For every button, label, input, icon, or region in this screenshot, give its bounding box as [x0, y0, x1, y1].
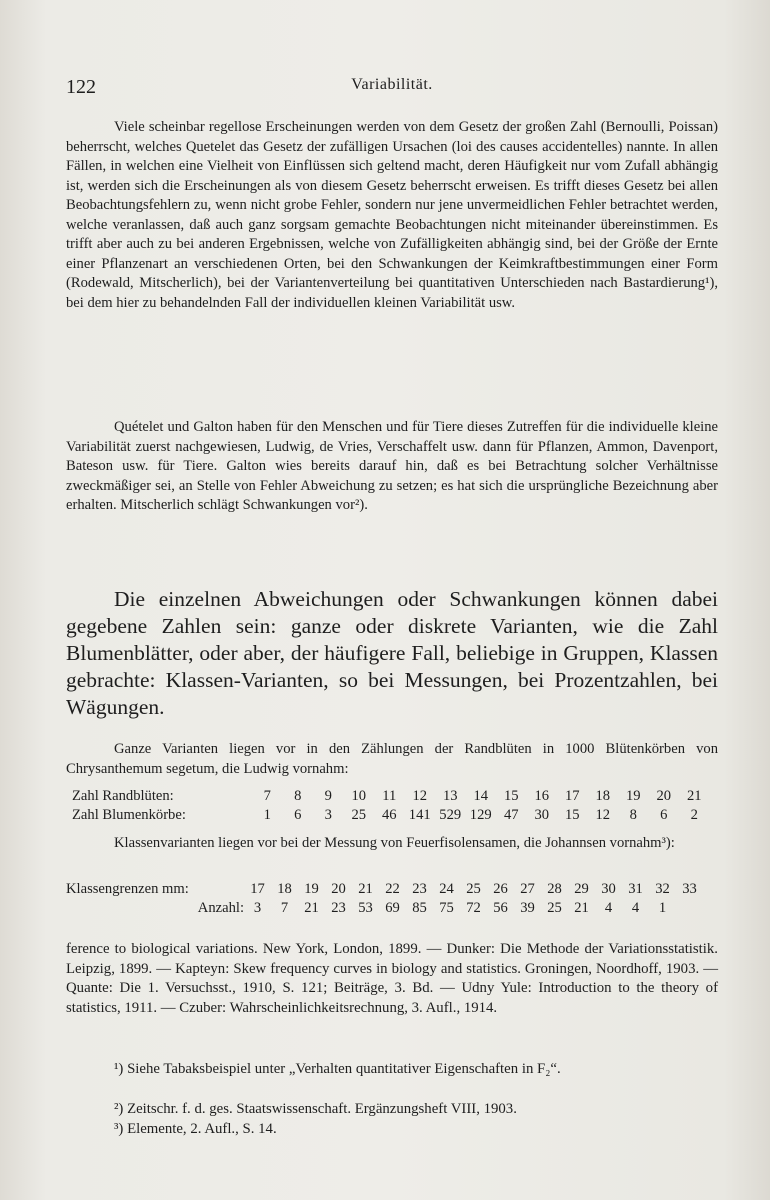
- row-label: Klassengrenzen mm:: [66, 881, 189, 897]
- footnote-2: ²) Zeitschr. f. d. ges. Staatswissenschaft. Ergänzungsheft VIII, 1903.: [114, 1101, 517, 1117]
- row-cells: [244, 880, 703, 899]
- table-cell: 21: [304, 900, 319, 916]
- table-cell: 31: [628, 881, 643, 897]
- table-cell: 72: [466, 900, 481, 916]
- row-cells: [252, 787, 710, 806]
- table-cell: 24: [439, 881, 454, 897]
- table-cell: 19: [304, 881, 319, 897]
- table-row: [72, 806, 718, 825]
- row-label: Zahl Blumenkörbe:: [72, 807, 186, 823]
- table-cell: 8: [294, 788, 302, 804]
- table-cell: 25: [351, 807, 367, 823]
- table-cell: 3: [253, 900, 262, 916]
- table-cell: 32: [655, 881, 670, 897]
- table-cell: 39: [520, 900, 535, 916]
- table-cell: 15: [503, 788, 519, 804]
- table-cell: 22: [385, 881, 400, 897]
- table-cell: 12: [412, 788, 428, 804]
- footnote-separator: [66, 930, 718, 931]
- table-cell: 23: [412, 881, 427, 897]
- table-cell: 19: [625, 788, 641, 804]
- table-cell: 3: [324, 807, 332, 823]
- table-cell: 141: [408, 807, 431, 823]
- table-cell: 1: [658, 900, 667, 916]
- table-cell: 6: [660, 807, 668, 823]
- table-cell: 26: [493, 881, 508, 897]
- table-cell: 16: [534, 788, 550, 804]
- row-label: Anzahl:: [197, 900, 244, 916]
- table-cell: 30: [534, 807, 550, 823]
- row-cells: [252, 806, 710, 825]
- table-cell: 30: [601, 881, 616, 897]
- row-cells: [244, 899, 676, 918]
- table-cell: 47: [503, 807, 519, 823]
- footnote-1: ¹) Siehe Tabaksbeispiel unter „Verhalten quantitativer Eigenschaften in F₂“.: [114, 1061, 561, 1077]
- table-cell: 9: [324, 788, 332, 804]
- table-cell: 17: [250, 881, 265, 897]
- table-cell: 28: [547, 881, 562, 897]
- table-cell: 529: [439, 807, 462, 823]
- table-cell: 6: [294, 807, 302, 823]
- table-cell: 20: [656, 788, 672, 804]
- table-cell: 10: [351, 788, 367, 804]
- footnote-3: ³) Elemente, 2. Aufl., S. 14.: [114, 1121, 277, 1137]
- table-randblueten: [72, 787, 718, 825]
- table-cell: 27: [520, 881, 535, 897]
- running-title: Variabilität.: [351, 76, 433, 93]
- table-cell: 15: [564, 807, 580, 823]
- paragraph-whole-variants: Ganze Varianten liegen vor in den Zählungen der Randblüten in 1000 Blütenkörben von Chrysanthemum segetum, die Ludwig vornahm:: [66, 741, 718, 777]
- table-cell: 21: [574, 900, 589, 916]
- table-cell: 25: [547, 900, 562, 916]
- table-cell: 8: [629, 807, 637, 823]
- page-header: [66, 76, 718, 102]
- table-klassengrenzen: [66, 880, 718, 918]
- table-cell: 53: [358, 900, 373, 916]
- table-cell: 4: [604, 900, 613, 916]
- table-row: [66, 899, 718, 918]
- table-cell: 7: [263, 788, 271, 804]
- table-cell: 14: [473, 788, 489, 804]
- table-cell: 29: [574, 881, 589, 897]
- table-cell: 23: [331, 900, 346, 916]
- table-cell: 129: [469, 807, 492, 823]
- table-cell: 18: [277, 881, 292, 897]
- table-row: [66, 880, 718, 899]
- table-cell: 7: [280, 900, 289, 916]
- table-row: [72, 787, 718, 806]
- paragraph-law-of-large-numbers: Viele scheinbar regellose Erscheinungen werden von dem Gesetz der großen Zahl (Bernoulli, Poissan) beherrscht, welches Quetelet das Gesetz der zufälligen Ursachen (loi des causes accidentelles) nannte. In allen Fällen, in welchen eine Vielheit von Einflüssen sich geltend macht, deren Häufigkeit nur vom Zufall abhängig ist, werden sich die Erscheinungen als von diesem Gesetz beherrscht erweisen. Es trifft dieses Gesetz bei allen Beobachtungsfehlern zu, wenn nicht grobe Fehler, sondern nur jene unvermeidlichen Fehler betrachtet werden, welche veranlassen, daß auch ganz sorgsam gemachte Beobachtungen nicht miteinander übereinstimmen. Es trifft aber auch zu bei anderen Ergebnissen, welche von Zufälligkeiten abhängig sind, bei der Größe der Ernte einer Pflanzenart an verschiedenen Orten, bei den Schwankungen der Keimkraftbestimmungen einer Form (Rodewald, Mitscherlich), bei der Variantenverteilung bei quantitativen Unterschieden nach Bastardierung¹), bei dem hier zu behandelnden Fall der individuellen kleinen Variabilität usw.: [66, 119, 718, 311]
- table-cell: 2: [690, 807, 698, 823]
- table-cell: 69: [385, 900, 400, 916]
- row-label: Zahl Randblüten:: [72, 788, 174, 804]
- page-number: 122: [66, 76, 96, 98]
- table-cell: 11: [382, 788, 397, 804]
- table-cell: 17: [564, 788, 580, 804]
- table-cell: 33: [682, 881, 697, 897]
- table-cell: 21: [358, 881, 373, 897]
- table-cell: 75: [439, 900, 454, 916]
- table-cell: 20: [331, 881, 346, 897]
- table-cell: 1: [263, 807, 271, 823]
- paragraph-class-variants: Klassenvarianten liegen vor bei der Messung von Feuerfisolensamen, die Johannsen vornahm³):: [114, 835, 675, 851]
- table-cell: 25: [466, 881, 481, 897]
- paragraph-quetelet-galton: Quételet und Galton haben für den Menschen und für Tiere dieses Zutreffen für die individuelle kleine Variabilität zuerst nachgewiesen, Ludwig, de Vries, Verschaffelt usw. dann für Pflanzen, Ammon, Davenport, Bateson usw. für Tiere. Galton wies bereits darauf hin, daß es bei Betrachtung solcher Verhältnisse zweckmäßiger sei, an Stelle von Fehler Abweichung zu setzen; es hat sich die ursprüngliche Bezeichnung aber erhalten. Mitscherlich schlägt Schwankungen vor²).: [66, 419, 718, 513]
- table-cell: 56: [493, 900, 508, 916]
- table-cell: 4: [631, 900, 640, 916]
- table-cell: 85: [412, 900, 427, 916]
- table-cell: 18: [595, 788, 611, 804]
- table-cell: 12: [595, 807, 611, 823]
- table-cell: 21: [686, 788, 702, 804]
- table-cell: 46: [381, 807, 397, 823]
- table-cell: 13: [442, 788, 458, 804]
- footnote-continuation: ference to biological variations. New York, London, 1899. — Dunker: Die Methode der Variationsstatistik. Leipzig, 1899. — Kapteyn: Skew frequency curves in biology and statistics. Groningen, Noordhoff, 1903. — Quante: Die 1. Versuchsst., 1910, S. 121; Beiträge, 3. Bd. — Udny Yule: Introduction to the theory of statistics, 1911. — Czuber: Wahrscheinlichkeitsrechnung, 3. Aufl., 1914.: [66, 941, 718, 1016]
- paragraph-variant-types: Die einzelnen Abweichungen oder Schwankungen können dabei gegebene Zahlen sein: ganze oder diskrete Varianten, wie die Zahl Blumenblätter, oder aber, der häufigere Fall, beliebige in Gruppen, Klassen gebrachte: Klassen-Varianten, so bei Messungen, bei Prozentzahlen, bei Wägungen.: [66, 587, 718, 719]
